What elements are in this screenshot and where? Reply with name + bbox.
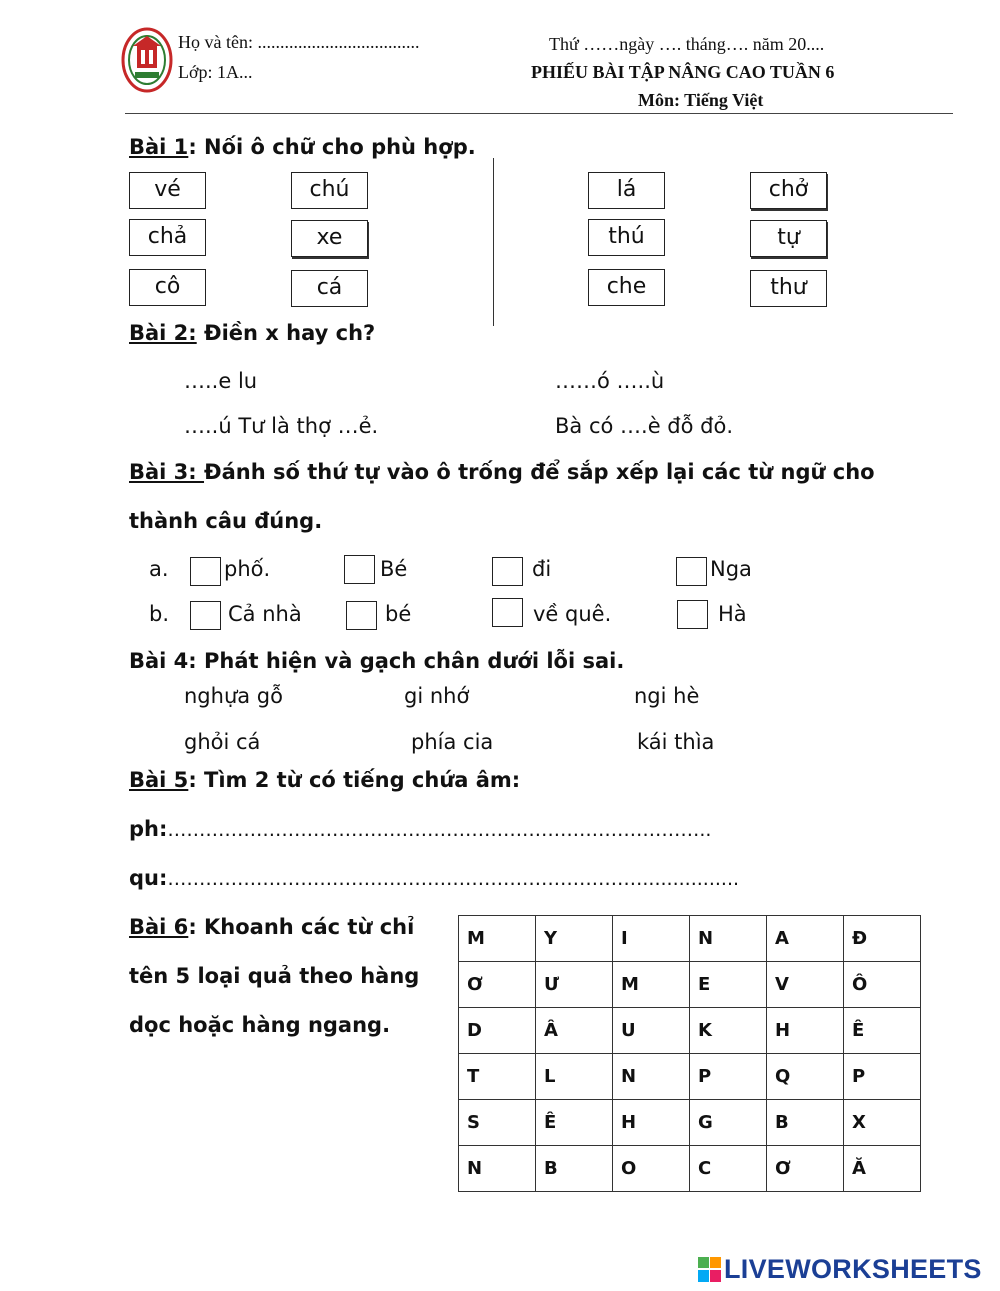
grid-row xyxy=(459,1146,921,1192)
match-box-ca[interactable]: cá xyxy=(291,270,368,307)
grid-cell[interactable]: Ô xyxy=(844,962,921,1008)
column-divider xyxy=(493,158,494,326)
word-b4: Hà xyxy=(718,602,747,626)
grid-cell[interactable]: T xyxy=(459,1054,536,1100)
bai4-word-6[interactable]: kái thìa xyxy=(637,730,715,754)
bai5-title xyxy=(129,768,520,792)
bai5-label: Bài 5 xyxy=(129,768,189,792)
word-b2: bé xyxy=(385,602,412,626)
grid-cell[interactable]: P xyxy=(844,1054,921,1100)
grid-cell[interactable]: H xyxy=(767,1008,844,1054)
bai1-label: Bài 1 xyxy=(129,135,189,159)
match-box-ve[interactable]: vé xyxy=(129,172,206,209)
bai1-title xyxy=(129,135,476,159)
match-box-che[interactable]: che xyxy=(588,269,665,306)
grid-cell[interactable]: L xyxy=(536,1054,613,1100)
word-b1: Cả nhà xyxy=(228,602,302,626)
bai2-instruction: Điền x hay ch? xyxy=(196,321,376,345)
grid-cell[interactable]: G xyxy=(690,1100,767,1146)
grid-cell[interactable]: Q xyxy=(767,1054,844,1100)
bai4-word-2[interactable]: gi nhớ xyxy=(404,684,470,708)
bai3-label: Bài 3: xyxy=(129,460,205,484)
bai6-line2: tên 5 loại quả theo hàng xyxy=(129,964,420,988)
bai4-word-3[interactable]: ngi hè xyxy=(634,684,700,708)
grid-cell[interactable]: B xyxy=(536,1146,613,1192)
grid-cell[interactable]: N xyxy=(459,1146,536,1192)
grid-cell[interactable]: B xyxy=(767,1100,844,1146)
bai2-title xyxy=(129,321,375,345)
grid-cell[interactable]: Y xyxy=(536,916,613,962)
row-a-label: a. xyxy=(149,557,169,581)
grid-row xyxy=(459,962,921,1008)
grid-cell[interactable]: S xyxy=(459,1100,536,1146)
bai2-item-2: ……ó …..ù xyxy=(555,369,665,393)
word-a4: Nga xyxy=(710,557,752,581)
bai4-word-1[interactable]: nghựa gỗ xyxy=(184,684,283,708)
grid-row xyxy=(459,1100,921,1146)
bai3-title xyxy=(129,460,875,484)
bai4-title: Bài 4: Phát hiện và gạch chân dưới lỗi sai. xyxy=(129,649,625,673)
match-box-cho[interactable]: chở xyxy=(750,172,827,209)
grid-cell[interactable]: K xyxy=(690,1008,767,1054)
subject-line: Môn: Tiếng Việt xyxy=(638,90,764,110)
grid-cell[interactable]: I xyxy=(613,916,690,962)
order-input-a4[interactable] xyxy=(676,557,707,586)
order-input-b1[interactable] xyxy=(190,601,221,630)
order-input-a3[interactable] xyxy=(492,557,523,586)
grid-cell[interactable]: Đ xyxy=(844,916,921,962)
match-box-co[interactable]: cô xyxy=(129,269,206,306)
bai4-word-4[interactable]: ghỏi cá xyxy=(184,730,261,754)
bai6-title xyxy=(129,915,414,939)
bai4-word-5[interactable]: phía cia xyxy=(411,730,494,754)
grid-cell[interactable]: A xyxy=(767,916,844,962)
header-divider xyxy=(125,113,953,114)
bai6-line3: dọc hoặc hàng ngang. xyxy=(129,1013,391,1037)
bai2-item-4: Bà có ….è đỗ đỏ. xyxy=(555,414,733,438)
match-box-cha[interactable]: chả xyxy=(129,219,206,256)
match-box-chu[interactable]: chú xyxy=(291,172,368,209)
bai6-label: Bài 6 xyxy=(129,915,189,939)
liveworksheets-icon xyxy=(698,1257,722,1283)
bai5-instruction: : Tìm 2 từ có tiếng chứa âm: xyxy=(188,768,521,792)
qu-dots: …………………………………………………………………................ xyxy=(167,868,740,890)
match-box-xe[interactable]: xe xyxy=(291,220,368,257)
grid-cell[interactable]: D xyxy=(459,1008,536,1054)
grid-cell[interactable]: Ê xyxy=(536,1100,613,1146)
qu-answer-line[interactable] xyxy=(129,866,739,890)
grid-cell[interactable]: C xyxy=(690,1146,767,1192)
word-b3: về quê. xyxy=(533,602,612,626)
grid-row xyxy=(459,916,921,962)
grid-cell[interactable]: P xyxy=(690,1054,767,1100)
sheet-title: PHIẾU BÀI TẬP NÂNG CAO TUẦN 6 xyxy=(531,62,835,82)
grid-cell[interactable]: Ă xyxy=(844,1146,921,1192)
order-input-a1[interactable] xyxy=(190,557,221,586)
grid-cell[interactable]: Ư xyxy=(536,962,613,1008)
grid-cell[interactable]: N xyxy=(690,916,767,962)
liveworksheets-logo xyxy=(698,1254,982,1285)
word-a2: Bé xyxy=(380,557,408,581)
match-box-la[interactable]: lá xyxy=(588,172,665,209)
word-search-grid xyxy=(458,915,921,1192)
match-box-thu[interactable]: thú xyxy=(588,219,665,256)
ph-answer-line[interactable] xyxy=(129,817,711,841)
grid-cell[interactable]: M xyxy=(613,962,690,1008)
grid-cell[interactable]: Ơ xyxy=(459,962,536,1008)
grid-cell[interactable]: U xyxy=(613,1008,690,1054)
grid-cell[interactable]: E xyxy=(690,962,767,1008)
grid-row xyxy=(459,1054,921,1100)
grid-cell[interactable]: X xyxy=(844,1100,921,1146)
match-box-tu[interactable]: tự xyxy=(750,220,827,257)
qu-prefix: qu: xyxy=(129,866,168,890)
bai3-instruction: Đánh số thứ tự vào ô trống để sắp xếp lại các từ ngữ cho xyxy=(204,460,875,484)
bai1-instruction: : Nối ô chữ cho phù hợp. xyxy=(188,135,476,159)
order-input-b2[interactable] xyxy=(346,601,377,630)
grid-row xyxy=(459,1008,921,1054)
bai2-item-3: …..ú Tư là thợ …ẻ. xyxy=(184,414,379,438)
grid-cell[interactable]: O xyxy=(613,1146,690,1192)
bai2-item-1: …..e lu xyxy=(184,369,258,393)
order-input-a2[interactable] xyxy=(344,555,375,584)
match-box-thu-letter[interactable]: thư xyxy=(750,270,827,307)
date-line: Thứ ……ngày …. tháng…. năm 20.... xyxy=(549,34,825,54)
order-input-b3[interactable] xyxy=(492,598,523,627)
grid-cell[interactable]: Ê xyxy=(844,1008,921,1054)
word-a3: đi xyxy=(532,557,552,581)
name-field-line: Họ và tên: .................................... xyxy=(178,32,420,52)
order-input-b4[interactable] xyxy=(677,600,708,629)
grid-cell[interactable]: M xyxy=(459,916,536,962)
grid-cell[interactable]: N xyxy=(613,1054,690,1100)
grid-cell[interactable]: H xyxy=(613,1100,690,1146)
bai6-line1: : Khoanh các từ chỉ xyxy=(188,915,415,939)
class-field-line: Lớp: 1A... xyxy=(178,62,253,82)
grid-cell[interactable]: Ơ xyxy=(767,1146,844,1192)
ph-dots: ………………………………………………………………………….. xyxy=(167,819,712,841)
grid-cell[interactable]: Â xyxy=(536,1008,613,1054)
bai2-label: Bài 2: xyxy=(129,321,197,345)
liveworksheets-brand: LIVEWORKSHEETS xyxy=(724,1254,982,1284)
grid-cell[interactable]: V xyxy=(767,962,844,1008)
ph-prefix: ph: xyxy=(129,817,168,841)
word-a1: phố. xyxy=(224,557,271,581)
school-logo xyxy=(121,26,173,94)
row-b-label: b. xyxy=(149,602,170,626)
bai3-instruction-cont: thành câu đúng. xyxy=(129,509,323,533)
